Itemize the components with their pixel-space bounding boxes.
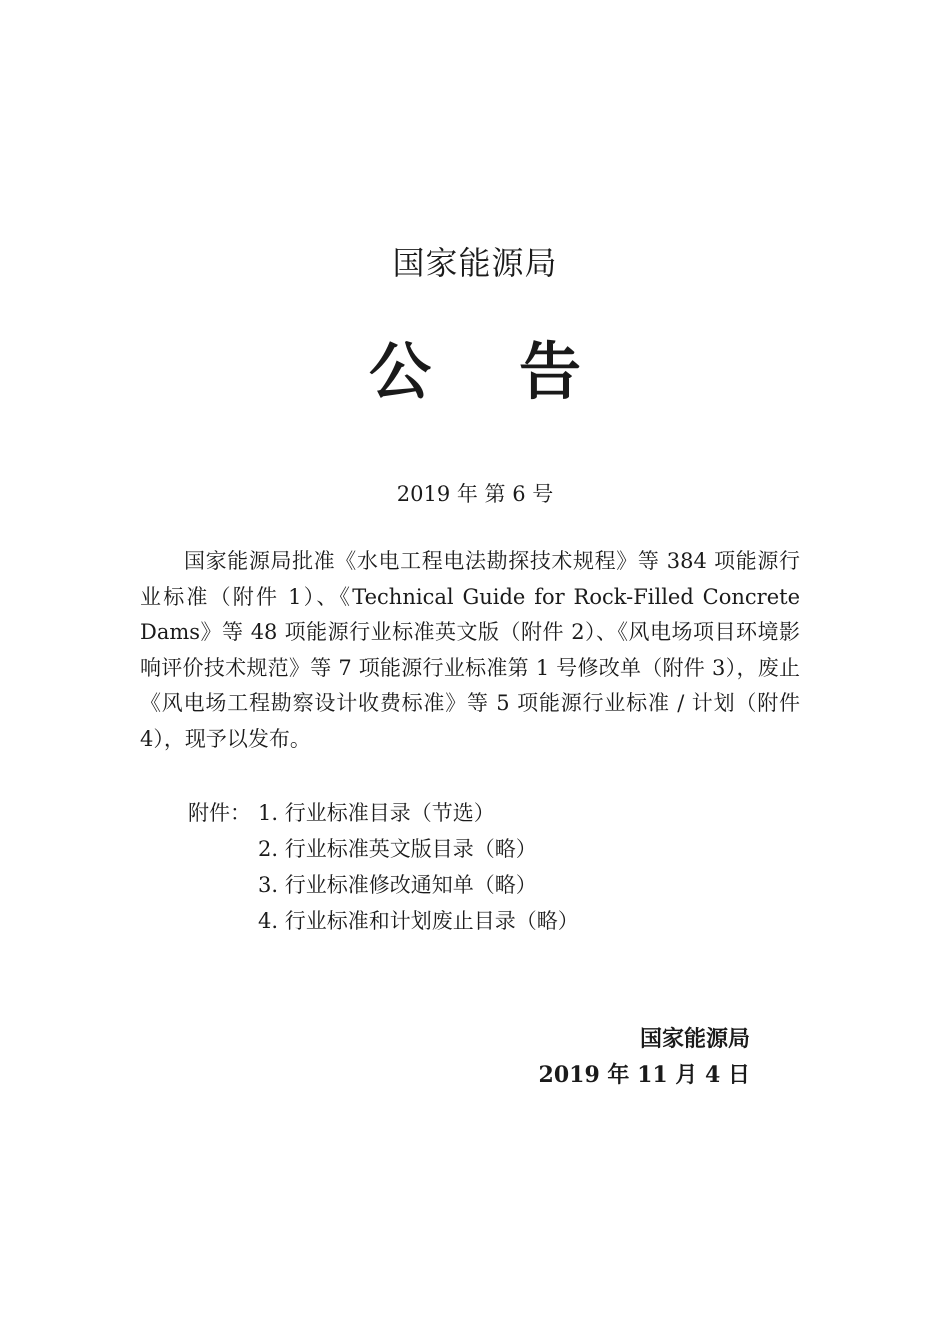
announcement-title: 公告 — [368, 335, 669, 408]
attachment-item: 1. 行业标准目录（节选） — [258, 801, 495, 825]
signature-agency: 国家能源局 — [639, 1027, 750, 1052]
attachment-row — [188, 795, 579, 831]
attachment-item: 4. 行业标准和计划废止目录（略） — [258, 909, 579, 933]
attachment-row — [188, 867, 579, 903]
attachment-item: 3. 行业标准修改通知单（略） — [258, 873, 537, 897]
announcement-number: 2019 年 第 6 号 — [396, 482, 554, 506]
issuing-agency-heading: 国家能源局 — [392, 244, 558, 282]
announcement-body: 国家能源局批准《水电工程电法勘探技术规程》等 384 项能源行业标准（附件 1）、《Technical Guide for Rock-Filled Concrete Dams》等 48 项能源行业标准英文版（附件 2）、《风电场项目环境影响评价技术规范》等 7 项能源行业标准第 1 号修改单（附件 3），废止《风电场工程勘察设计收费标准》等 5 项能源行业标准 / 计划（附件 4），现予以发布。 — [140, 549, 800, 751]
attachment-item: 2. 行业标准英文版目录（略） — [258, 837, 537, 861]
attachment-list — [188, 795, 579, 939]
attachment-row — [188, 831, 579, 867]
attachment-row — [188, 903, 579, 939]
attachment-label: 附件： — [188, 801, 251, 825]
signature-date: 2019 年 11 月 4 日 — [538, 1062, 750, 1088]
